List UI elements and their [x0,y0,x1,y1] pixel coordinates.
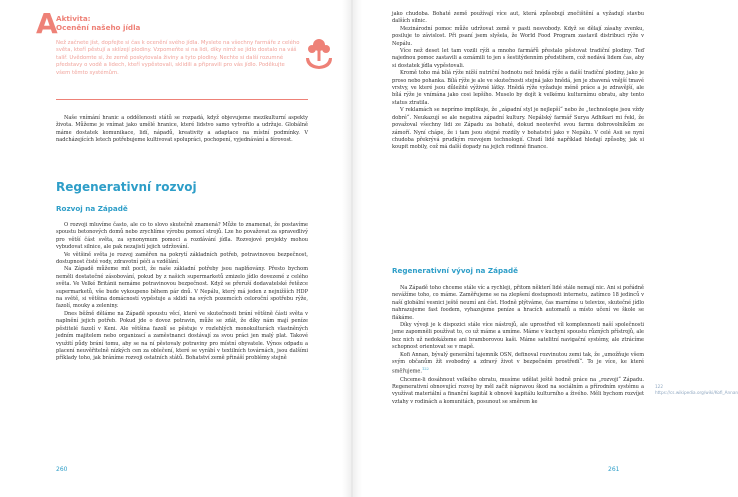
paragraph: Na Západě toho chceme stále víc a rychleji, přitom některí lidé stále nemají nic. Ani si pořádně nevážíme toho, co máme. Zaměřujeme se na zlepšení dostupnosti internetu, zatímco 18 jedinců v naší globální vesnici ještě neumí ani číst. Hodně plýtváme, čas marníme u televize, skutečné jídlo nahrazujeme fast foodem, vyhazujeme peníze a hracích automatů a místo učení ve škole se flákáme. [392,285,644,321]
page-number-right: 261 [608,466,620,473]
sidenote-reference: 122 https://cs.wikipedia.org/wiki/Kofi_Annan [655,384,738,395]
paragraph [392,352,644,377]
paragraph: Ve většině světa je rozvoj zaměřen na pokrytí základních potřeb, potravinovou bezpečnost, dostupnost čisté vody, zdravotní péči a vzdělání. [56,251,308,266]
left-page [0,0,352,497]
paragraph-text: Kofi Annan, bývalý generální tajemník OSN, definoval rozvinutou zemi tak, že „umožňuje všem svým občanům žít svobodný a zdravý život v bezpečném prostředí“. To je více, ke které směřujeme. [392,351,644,376]
paragraph: Mezinárodní pomoc může udržovat země v pasti nesvobody. Když se dělají zásahy zvenku, posiluje to závislost. Při psaní jsem slyšela, že World Food Program zastavil distribuci rýže v Nepálu. [392,25,644,47]
intro-text [56,115,308,145]
activity-divider [56,99,308,100]
intro-paragraph: Naše vnímání hranic a oddělenosti států se rozpadá, když objevujeme mezikulturní aspekty života. Můžeme je vnímat jako umělé hranice, které lidstvo samo vytvořilo a udržuje. Globálně máme dostatek komunikace, lidí, nápadů, kreativity a adaptace na místní podmínky. V nadcházejících letech potřebujeme kultivovat spolupráci, pochopení, vyjednávání a férovost. [56,115,308,144]
paragraph: Na Západě můžeme mít pocit, že naše základní potřeby jsou naplňovány. Přesto bychom neměli dostatečné zásobování, pokud by z našich supermarketů zmizelo jídlo dovezené z celého světa. Ve Velké Británii nemáme potravinovou bezpečnost. Když se přeruší dodavatelské řetězce supermarketů, vše bude vykoupeno během pár dnů. V Nepálu, který má jeden z nejnižších HDP na světě, si většina domácností vypěstuje a sklidí na svých pozemcích celoroční spotřebu rýže, fazolí, mouky a zeleniny. [56,266,308,310]
activity-heading [56,14,140,32]
paragraph: Dnes běžně děláme na Západě spoustu věcí, které ve skutečnosti brání většině části světa v naplnění jejich potřeb. Pokud jde o dovoz potravin, může se zdát, že díky nám mají peníze pěstitelé fazolí v Keni. Ale většina fazolí se pěstuje v rozlehlých monokulturách vlastněných jedním majitelem nebo organizací a zaměstnanci dostávají za svou práci jen malý plat. Takové využití půdy brání tomu, aby se na ní pěstovaly potraviny pro místní obyvatele. Výnos odpadu a placení neuvěřitelně nízkých cen za oblečení, které se vyrábí v textilních továrnách, jsou dalšími příklady toho, jak bráníme rozvoji ostatních států. Bohatství země přináší problémy stejně [56,310,308,362]
paragraph: V reklamách se neprímo implikuje, že „západní styl je nejlepší“ nebo že „technologie jsou vždy dobré“. Neukazují se ale negativa západní kultury. Nepálský farmář Surya Adhikari mi řekl, že považoval všechny lidi ze Západu za bohaté, dokud neotevřel svou farmu dobrovolníkům ze zámoří. Nyní chápe, že i tam jsou stejné rozdíly v bohatství jako v Nepálu. V celé Asii se nyní chudoba překrývá prudkým rozvojem technologií. Chudí lidé například hledají způsoby, jak si koupit mobily, což má další dopady na jejich rodinné finance. [392,107,644,151]
paragraph: Chceme-li dosáhnout velkého obratu, musíme udělat ještě hodně práce na „rozvoji“ Západu. Regenerativní obnovující rozvoj by měl začít nápravou škod na sociálním a přírodním systému a využívat materiální a finanční kapitál k obnově kapitálu kulturního a živého. Měli bychom rozvíjet vztahy v rodinách a komunitách, posunout se směrem ke [392,376,644,405]
right-body-text-bottom [392,285,644,406]
paragraph: jako chudoba. Bohaté země používají více aut, která způsobují znečištění a vyžadují stavbu dalších silnic. [392,11,644,25]
paragraph: Kromě toho má bílá rýže nižší nutriční hodnotu než hnědá rýže a další tradiční plodiny, jako je proso nebo pohanka. Bílá rýže je ale ve skutečnosti stejná jako hnědá, jen je zbavená vnější tmavé vrstvy, ve které jsou důležité výživné látky. Hnědá rýže vyžaduje méně práce a je zdravější, ale bílá rýže je vnímána jako cosi lepšího. Muselo by dojít k velkému kulturnímu obratu, aby tento status ztratila. [392,70,644,106]
page-number-left: 260 [56,466,68,473]
section-heading: Regenerativní rozvoj [56,180,197,194]
tree-hands-icon [302,36,336,74]
activity-letter: A [36,7,58,40]
activity-kicker: Aktivita: [56,14,91,23]
right-body-text-top [392,11,644,152]
subsection-heading-west: Rozvoj na Západě [56,204,128,213]
paragraph: Díky vývoji je k dispozici stále více nástrojů, ale uprostřed víl komplexnosti naší společnosti jsme zapomněli používat to, co už máme a umíme. Máme v kuchyni spoustu různých přístrojů, ale bez nich už nedokážeme ani bramborovou kaši. Máme satelitní navigační systémy, ale ztrácíme schopnost orientovat se v mapě. [392,322,644,351]
subsection-heading-regenerative: Regenerativní vývoj na Západě [392,266,518,275]
footnote-marker: 122 [421,367,429,372]
activity-title: Ocenění našeho jídla [56,23,141,32]
left-body-text [56,222,308,363]
paragraph: Více než deset let tam vozili rýži a mnoho farmářů přestalo pěstovat tradiční plodiny. Teď najednou pomoc zastavili a oznámili to jen s šestitýdenním předstihem, což nedává lidem čas, aby si dostatek jídla vypěstovali. [392,48,644,69]
paragraph: O rozvoji mluvíme často, ale co to slovo skutečně znamená? Může to znamenat, že postavíme spoustu betonových domů nebo zrychlíme výrobu pomocí strojů. Lze ho považovat za spravedlivý pro větší část světa, za synonymum pomoci a rozdávání jídla. Rozvojové projekty mohou vybudovat silnice, ale pak nezajistí jejich udržování. [56,222,308,251]
activity-text: Než začnete jíst, dopřejte si čas k ocenění svého jídla. Myslete na všechny farmáře z celého světa, kteří pěstují a sklízejí plodiny. Vzpomeňte si na lidi, díky nimž se jídlo dostalo na váš talíř. Uvědomte si, že země poskytovala živiny a tyto plodiny. Nechte si další rozumné představy o vodě a lidech, kteří vypěstovali, sklidili a připravili pro vás jídlo. Poděkujte všem těmto systémům. [56,40,300,76]
